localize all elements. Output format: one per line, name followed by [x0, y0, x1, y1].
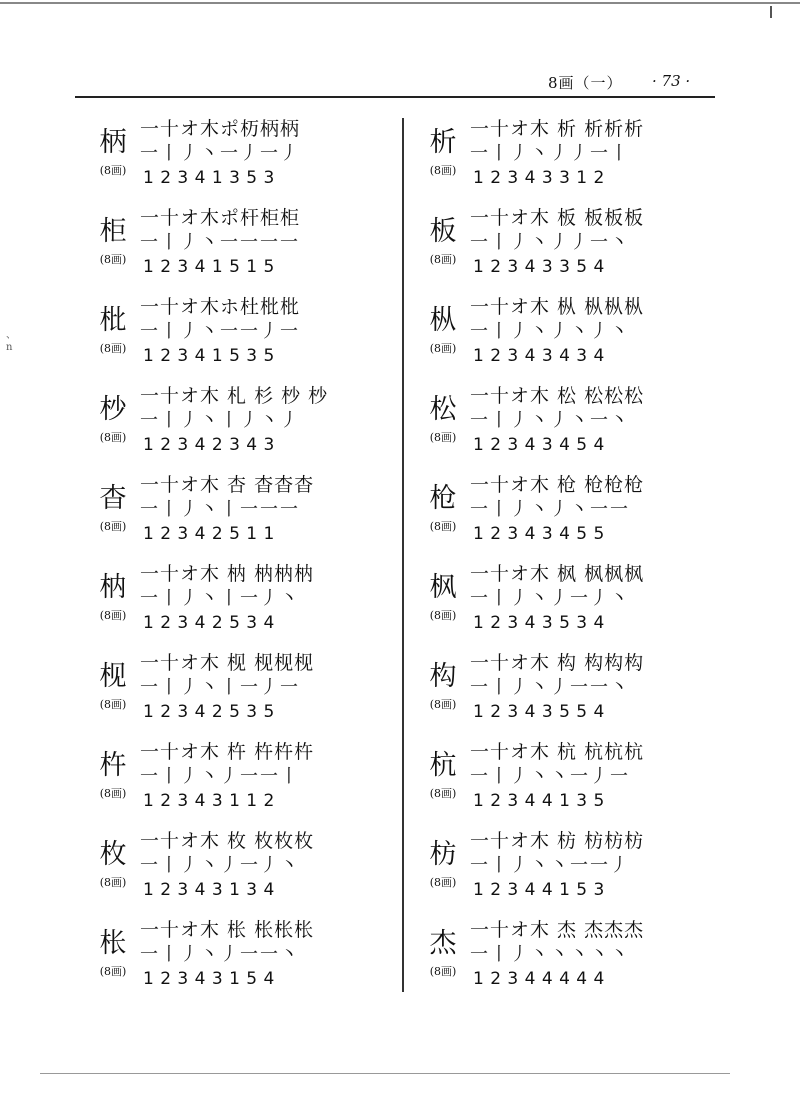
headword-char: 枚: [99, 839, 127, 870]
stroke-progression: 一十オ木 枋 枋枋枋: [470, 830, 645, 852]
char-entry: [85, 649, 375, 733]
stroke-shapes: 一丨丿丶丿一一丶: [140, 944, 300, 965]
char-entry: [85, 738, 375, 822]
stroke-codes: 12343112: [143, 791, 281, 811]
stroke-codes: 12343354: [473, 257, 611, 277]
headword-char: 杪: [99, 394, 127, 425]
headword-char: 枧: [99, 661, 127, 692]
stroke-count-note: (8画): [99, 876, 127, 889]
stroke-codes: 12343312: [473, 168, 611, 188]
stroke-count-note: (8画): [429, 876, 457, 889]
stroke-count-note: (8画): [99, 965, 127, 978]
char-entry: [415, 649, 705, 733]
stroke-count-note: (8画): [99, 698, 127, 711]
stroke-count-note: (8画): [99, 431, 127, 444]
stroke-codes: 12343455: [473, 524, 611, 544]
stroke-shapes: 一丨丿丶丿丶一丶: [470, 410, 630, 431]
char-entry: [415, 827, 705, 911]
char-entry: [85, 382, 375, 466]
char-entry: [415, 916, 705, 1000]
stroke-progression: 一十オ木 枫 枫枫枫: [470, 563, 645, 585]
stroke-shapes: 一丨丿丶丶一丿一: [470, 766, 630, 787]
stroke-progression: 一十オ木 杭 杭杭杭: [470, 741, 645, 763]
stroke-progression: 一十オ木ポ杆柜柜: [140, 207, 301, 229]
stroke-codes: 12341535: [143, 346, 281, 366]
stroke-shapes: 一丨丿丶丨一丿丶: [140, 588, 300, 609]
stroke-codes: 12341515: [143, 257, 281, 277]
page-top-border: [0, 2, 800, 4]
stroke-shapes: 一丨丿丶丿一一丶: [470, 677, 630, 698]
headword-char: 板: [429, 216, 457, 247]
char-entry: [85, 560, 375, 644]
char-entry: [415, 560, 705, 644]
stroke-progression: 一十オ木 枨 枨枨枨: [140, 919, 315, 941]
stroke-codes: 12344153: [473, 880, 611, 900]
stroke-count-note: (8画): [429, 609, 457, 622]
headword-char: 杳: [99, 483, 127, 514]
stroke-count-note: (8画): [429, 342, 457, 355]
stroke-codes: 12343154: [143, 969, 281, 989]
stroke-codes: 12344135: [473, 791, 611, 811]
stroke-progression: 一十オ木 构 构构构: [470, 652, 645, 674]
stroke-shapes: 一丨丿丶丶一一丿: [470, 855, 630, 876]
stroke-codes: 12344444: [473, 969, 611, 989]
headword-char: 枪: [429, 483, 457, 514]
stroke-count-note: (8画): [429, 965, 457, 978]
stroke-shapes: 一丨丿丶一丿一丿: [140, 143, 300, 164]
headword-char: 枫: [429, 572, 457, 603]
stroke-shapes: 一丨丿丶丨一丿一: [140, 677, 300, 698]
stroke-shapes: 一丨丿丶丿丶丿丶: [470, 321, 630, 342]
headword-char: 杰: [429, 928, 457, 959]
headword-char: 析: [429, 127, 457, 158]
stroke-count-note: (8画): [99, 787, 127, 800]
headword-char: 柄: [99, 127, 127, 158]
stroke-shapes: 一丨丿丶丿一丿丶: [470, 588, 630, 609]
char-entry: [85, 916, 375, 1000]
stroke-codes: 12342535: [143, 702, 281, 722]
stroke-codes: 12343134: [143, 880, 281, 900]
stroke-count-note: (8画): [429, 698, 457, 711]
stroke-progression: 一十オ木 枘 枘枘枘: [140, 563, 315, 585]
stroke-shapes: 一丨丿丶一一丿一: [140, 321, 300, 342]
stroke-codes: 12343534: [473, 613, 611, 633]
margin-mark: 、 n: [6, 330, 16, 353]
headword-char: 柜: [99, 216, 127, 247]
stroke-count-note: (8画): [429, 164, 457, 177]
stroke-codes: 12342511: [143, 524, 281, 544]
stroke-progression: 一十オ木 板 板板板: [470, 207, 645, 229]
stroke-progression: 一十オ木 枪 枪枪枪: [470, 474, 645, 496]
stroke-codes: 12343434: [473, 346, 611, 366]
stroke-count-note: (8画): [429, 431, 457, 444]
char-entry: [85, 293, 375, 377]
stroke-shapes: 一丨丿丶丿丶一一: [470, 499, 630, 520]
stroke-count-note: (8画): [99, 609, 127, 622]
char-entry: [415, 115, 705, 199]
headword-char: 构: [429, 661, 457, 692]
stroke-count-note: (8画): [429, 787, 457, 800]
char-entry: [85, 827, 375, 911]
headword-char: 杭: [429, 750, 457, 781]
stroke-count-note: (8画): [429, 520, 457, 533]
stroke-count-note: (8画): [99, 253, 127, 266]
stroke-shapes: 一丨丿丶丶丶丶丶: [470, 944, 630, 965]
stroke-codes: 12342343: [143, 435, 281, 455]
headword-char: 杵: [99, 750, 127, 781]
char-entry: [85, 204, 375, 288]
stroke-shapes: 一丨丿丶丨丿丶丿: [140, 410, 300, 431]
char-entry: [415, 471, 705, 555]
stroke-count-note: (8画): [99, 164, 127, 177]
stroke-codes: 12343554: [473, 702, 611, 722]
stroke-shapes: 一丨丿丶丿一丿丶: [140, 855, 300, 876]
stroke-shapes: 一丨丿丶丿一一丨: [140, 766, 300, 787]
stroke-codes: 12343454: [473, 435, 611, 455]
stroke-codes: 12341353: [143, 168, 281, 188]
stroke-progression: 一十オ木 杰 杰杰杰: [470, 919, 645, 941]
headword-char: 枨: [99, 928, 127, 959]
footer-rule: [40, 1073, 730, 1074]
column-divider: [402, 118, 404, 992]
stroke-shapes: 一丨丿丶丿丿一丶: [470, 232, 630, 253]
stroke-progression: 一十オ木 枞 枞枞枞: [470, 296, 645, 318]
char-entry: [415, 204, 705, 288]
stroke-progression: 一十オ木 札 杉 杪 杪: [140, 385, 329, 407]
stroke-progression: 一十オ木 杏 杳杳杳: [140, 474, 315, 496]
headword-char: 松: [429, 394, 457, 425]
stroke-shapes: 一丨丿丶丨一一一: [140, 499, 300, 520]
headword-char: 枇: [99, 305, 127, 336]
char-entry: [415, 293, 705, 377]
corner-mark: [770, 6, 772, 18]
stroke-shapes: 一丨丿丶一一一一: [140, 232, 300, 253]
stroke-progression: 一十オ木 枚 枚枚枚: [140, 830, 315, 852]
headword-char: 枞: [429, 305, 457, 336]
char-entry: [85, 115, 375, 199]
headword-char: 枋: [429, 839, 457, 870]
char-entry: [415, 382, 705, 466]
page-number: · 73 ·: [652, 72, 691, 90]
stroke-progression: 一十オ木 杵 杵杵杵: [140, 741, 315, 763]
stroke-shapes: 一丨丿丶丿丿一丨: [470, 143, 630, 164]
char-entry: [85, 471, 375, 555]
stroke-progression: 一十オ木ホ杜枇枇: [140, 296, 301, 318]
char-entry: [415, 738, 705, 822]
stroke-progression: 一十オ木 枧 枧枧枧: [140, 652, 315, 674]
stroke-count-note: (8画): [99, 520, 127, 533]
header-rule: [75, 96, 715, 98]
stroke-progression: 一十オ木 析 析析析: [470, 118, 645, 140]
stroke-count-note: (8画): [429, 253, 457, 266]
section-title: 8画（一）: [548, 74, 623, 92]
headword-char: 枘: [99, 572, 127, 603]
stroke-progression: 一十オ木 松 松松松: [470, 385, 645, 407]
stroke-count-note: (8画): [99, 342, 127, 355]
stroke-codes: 12342534: [143, 613, 281, 633]
stroke-progression: 一十オ木ポ杤柄柄: [140, 118, 301, 140]
